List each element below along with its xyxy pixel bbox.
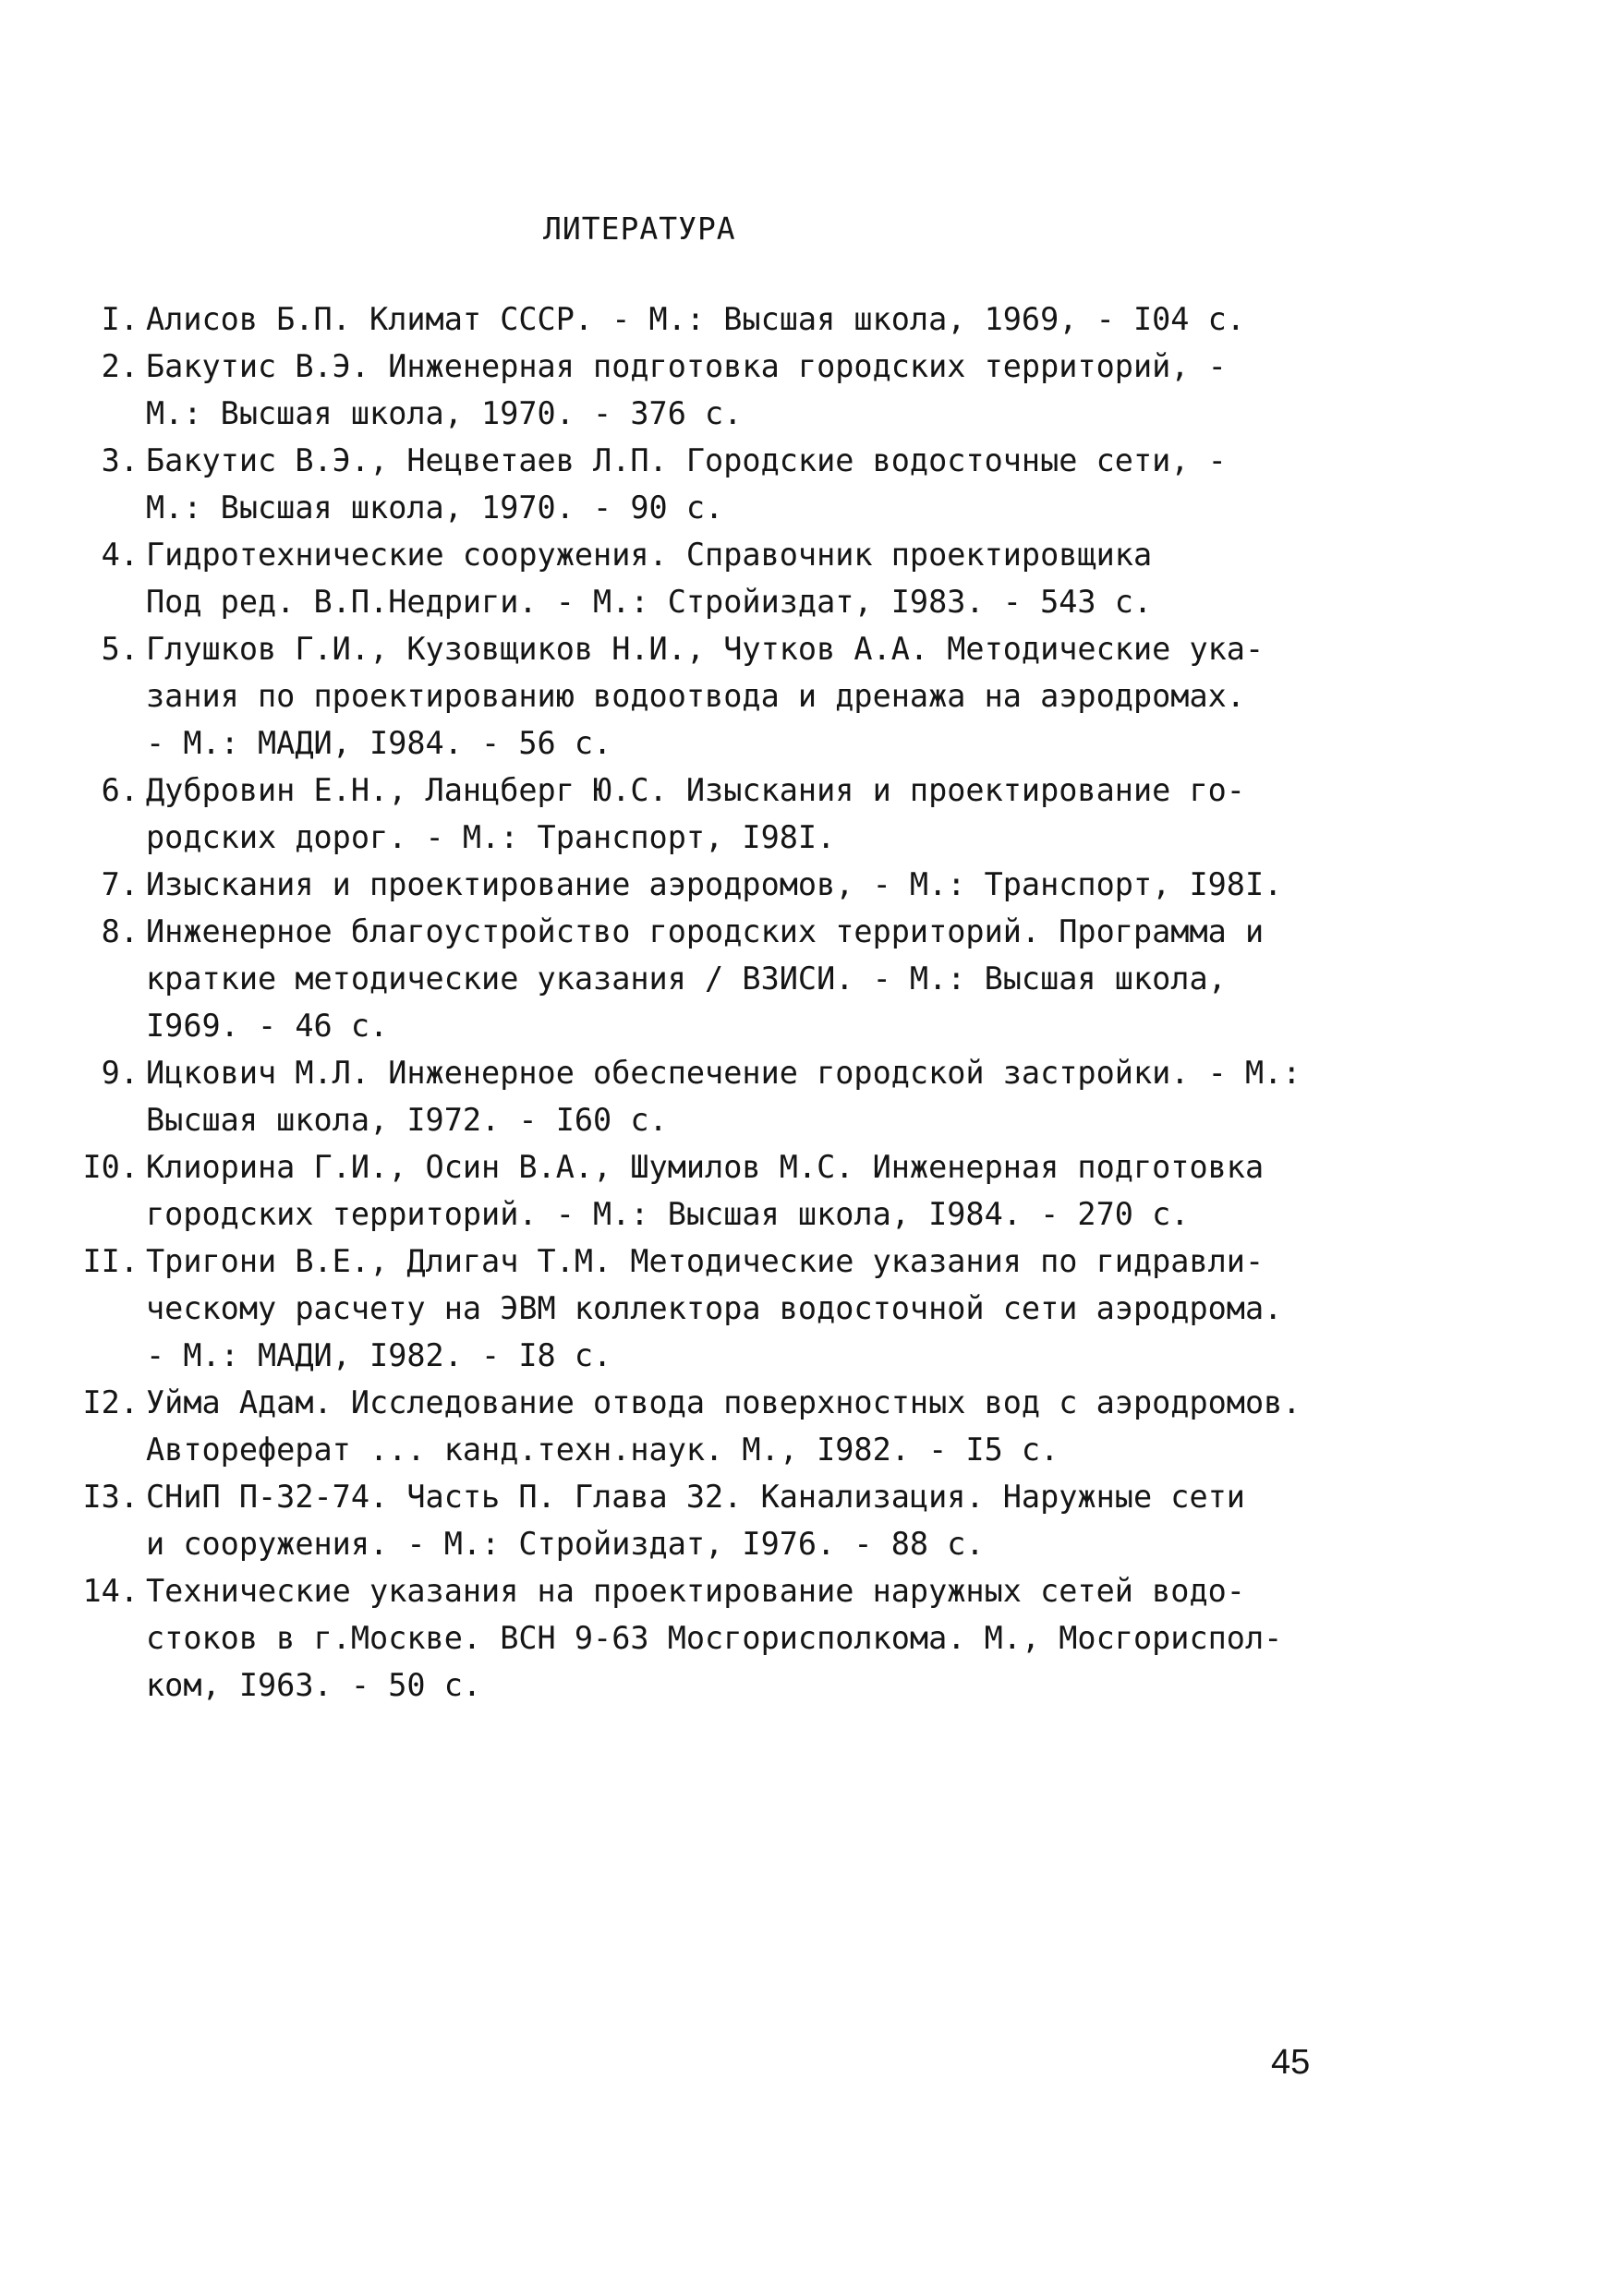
- reference-text-line: Бакутис В.Э., Нецветаев Л.П. Городские водосточные сети, -: [146, 442, 1227, 478]
- reference-text-line: и сооружения. - М.: Стройиздат, I976. - 88 с.: [146, 1526, 985, 1562]
- reference-item: [72, 437, 1365, 531]
- reference-text-line: Технические указания на проектирование наружных сетей водо-: [146, 1573, 1245, 1609]
- page-number: 45: [1271, 2043, 1311, 2082]
- reference-text-line: городских территорий. - М.: Высшая школа, I984. - 270 с.: [146, 1196, 1190, 1232]
- reference-text-line: М.: Высшая школа, 1970. - 90 с.: [146, 489, 724, 526]
- reference-number: 6.: [101, 772, 139, 808]
- reference-list: [72, 296, 1365, 1709]
- reference-number: 4.: [101, 537, 139, 573]
- reference-item: [72, 1379, 1365, 1473]
- reference-number: 2.: [101, 348, 139, 384]
- reference-text-line: Тригони В.Е., Длигач Т.М. Методические указания по гидравли-: [146, 1243, 1265, 1279]
- reference-text-line: краткие методические указания / ВЗИСИ. - М.: Высшая школа,: [146, 961, 1227, 997]
- reference-number: I2.: [82, 1384, 139, 1420]
- reference-text-line: Автореферат ... канд.техн.наук. М., I982. - I5 с.: [146, 1432, 1059, 1468]
- reference-item: [72, 767, 1365, 861]
- reference-item: [72, 625, 1365, 767]
- reference-item: [72, 908, 1365, 1049]
- reference-item: [72, 1238, 1365, 1379]
- reference-text-line: - М.: МАДИ, I982. - I8 с.: [146, 1337, 612, 1373]
- reference-text-line: Дубровин Е.Н., Ланцберг Ю.С. Изыскания и проектирование го-: [146, 772, 1245, 808]
- reference-text-line: родских дорог. - М.: Транспорт, I98I.: [146, 819, 836, 855]
- reference-item: [72, 1473, 1365, 1567]
- reference-number: I.: [101, 301, 139, 337]
- reference-text-line: Алисов Б.П. Климат СССР. - М.: Высшая школа, 1969, - I04 с.: [146, 301, 1245, 337]
- reference-text-line: Высшая школа, I972. - I60 с.: [146, 1102, 668, 1138]
- reference-text-line: I969. - 46 с.: [146, 1008, 389, 1044]
- reference-item: [72, 296, 1365, 343]
- reference-text-line: СНиП П-32-74. Часть П. Глава 32. Канализация. Наружные сети: [146, 1479, 1245, 1515]
- reference-number: 3.: [101, 442, 139, 478]
- reference-text-line: Клиорина Г.И., Осин В.А., Шумилов М.С. Инженерная подготовка: [146, 1149, 1265, 1185]
- reference-item: [72, 1567, 1365, 1709]
- reference-text-line: зания по проектированию водоотвода и дренажа на аэродромах.: [146, 678, 1245, 714]
- reference-text-line: ческому расчету на ЭВМ коллектора водосточной сети аэродрома.: [146, 1290, 1283, 1326]
- reference-number: 7.: [101, 866, 139, 902]
- reference-number: 9.: [101, 1055, 139, 1091]
- page-heading: ЛИТЕРАТУРА: [543, 211, 736, 247]
- reference-number: II.: [82, 1243, 139, 1279]
- reference-number: 5.: [101, 631, 139, 667]
- reference-text-line: Изыскания и проектирование аэродромов, - М.: Транспорт, I98I.: [146, 866, 1283, 902]
- reference-item: [72, 861, 1365, 908]
- reference-text-line: стоков в г.Москве. ВСН 9-63 Мосгорисполкома. М., Мосгориспол-: [146, 1620, 1283, 1656]
- reference-text-line: Глушков Г.И., Кузовщиков Н.И., Чутков А.А. Методические ука-: [146, 631, 1265, 667]
- reference-text-line: ком, I963. - 50 с.: [146, 1667, 482, 1703]
- reference-text-line: Бакутис В.Э. Инженерная подготовка городских территорий, -: [146, 348, 1227, 384]
- reference-number: 14.: [82, 1573, 139, 1609]
- reference-text-line: Ицкович М.Л. Инженерное обеспечение городской застройки. - М.:: [146, 1055, 1301, 1091]
- reference-text-line: Гидротехнические сооружения. Справочник проектировщика: [146, 537, 1153, 573]
- reference-item: [72, 1143, 1365, 1238]
- reference-text-line: - М.: МАДИ, I984. - 56 с.: [146, 725, 612, 761]
- reference-text-line: М.: Высшая школа, 1970. - 376 с.: [146, 395, 743, 431]
- reference-number: I0.: [82, 1149, 139, 1185]
- reference-item: [72, 1049, 1365, 1143]
- reference-item: [72, 531, 1365, 625]
- reference-item: [72, 343, 1365, 437]
- reference-text-line: Инженерное благоустройство городских территорий. Программа и: [146, 913, 1265, 949]
- reference-number: 8.: [101, 913, 139, 949]
- reference-text-line: Уйма Адам. Исследование отвода поверхностных вод с аэродромов.: [146, 1384, 1301, 1420]
- reference-number: I3.: [82, 1479, 139, 1515]
- reference-text-line: Под ред. В.П.Недриги. - М.: Стройиздат, I983. - 543 с.: [146, 584, 1153, 620]
